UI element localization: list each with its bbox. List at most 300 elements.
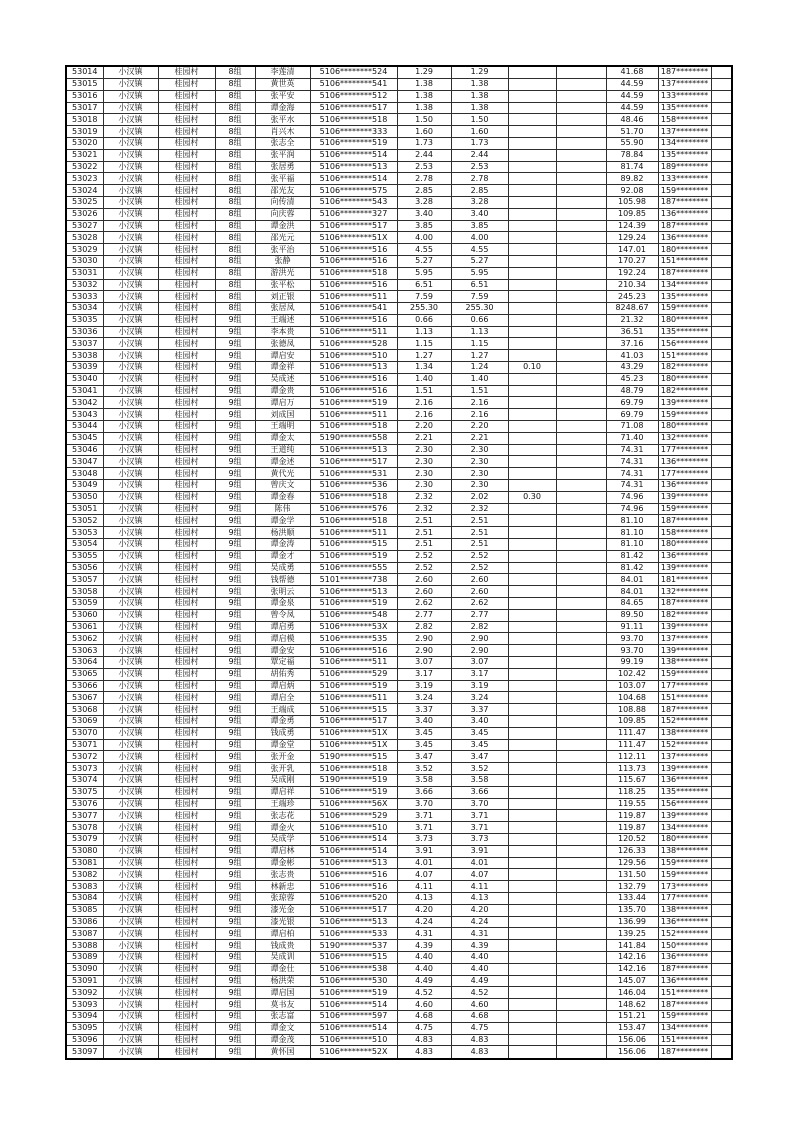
cell-blank	[556, 314, 606, 326]
cell-blank	[556, 480, 606, 492]
cell-village: 桂园村	[158, 574, 215, 586]
cell-deduction	[508, 126, 556, 138]
cell-levy-amount: 3.07	[397, 657, 451, 669]
cell-town: 小汉镇	[103, 598, 158, 610]
cell-town: 小汉镇	[103, 149, 158, 161]
cell-paid-amount: 4.24	[451, 916, 508, 928]
cell-deduction	[508, 609, 556, 621]
cell-paid-amount: 2.21	[451, 432, 508, 444]
cell-levy-amount: 1.34	[397, 362, 451, 374]
cell-paid-amount: 1.40	[451, 373, 508, 385]
cell-name: 钱成勇	[255, 727, 310, 739]
cell-levy-amount: 1.73	[397, 137, 451, 149]
cell-group: 9组	[215, 857, 255, 869]
cell-blank-end	[711, 421, 732, 433]
cell-serial: 53046	[66, 444, 103, 456]
cell-deduction	[508, 774, 556, 786]
cell-town: 小汉镇	[103, 881, 158, 893]
cell-blank-end	[711, 362, 732, 374]
cell-deduction	[508, 385, 556, 397]
cell-town: 小汉镇	[103, 385, 158, 397]
cell-blank-end	[711, 432, 732, 444]
cell-town: 小汉镇	[103, 774, 158, 786]
cell-village: 桂园村	[158, 550, 215, 562]
cell-deduction	[508, 999, 556, 1011]
cell-group: 9组	[215, 373, 255, 385]
cell-group: 9组	[215, 326, 255, 338]
cell-village: 桂园村	[158, 562, 215, 574]
cell-village: 桂园村	[158, 232, 215, 244]
cell-town: 小汉镇	[103, 102, 158, 114]
cell-paid-amount: 1.38	[451, 90, 508, 102]
cell-levy-amount: 3.24	[397, 692, 451, 704]
cell-name: 王道纯	[255, 444, 310, 456]
cell-town: 小汉镇	[103, 126, 158, 138]
cell-deduction	[508, 916, 556, 928]
cell-blank	[556, 904, 606, 916]
cell-group: 9组	[215, 609, 255, 621]
cell-id-masked: 5106********541	[310, 78, 397, 90]
cell-village: 桂园村	[158, 137, 215, 149]
cell-paid-amount: 2.30	[451, 456, 508, 468]
cell-levy-amount: 1.51	[397, 385, 451, 397]
cell-levy-amount: 2.90	[397, 633, 451, 645]
cell-deduction	[508, 704, 556, 716]
cell-paid-amount: 1.38	[451, 78, 508, 90]
cell-id-masked: 5106********530	[310, 975, 397, 987]
cell-total-amount: 37.16	[606, 338, 658, 350]
cell-blank-end	[711, 881, 732, 893]
cell-town: 小汉镇	[103, 220, 158, 232]
cell-serial: 53056	[66, 562, 103, 574]
cell-group: 9组	[215, 397, 255, 409]
cell-levy-amount: 3.47	[397, 751, 451, 763]
cell-total-amount: 133.44	[606, 892, 658, 904]
cell-serial: 53041	[66, 385, 103, 397]
cell-blank	[556, 692, 606, 704]
cell-village: 桂园村	[158, 668, 215, 680]
cell-total-amount: 109.85	[606, 715, 658, 727]
cell-group: 9组	[215, 881, 255, 893]
cell-group: 9组	[215, 810, 255, 822]
cell-paid-amount: 3.73	[451, 833, 508, 845]
cell-total-amount: 118.25	[606, 786, 658, 798]
cell-village: 桂园村	[158, 609, 215, 621]
cell-town: 小汉镇	[103, 503, 158, 515]
cell-deduction	[508, 432, 556, 444]
cell-total-amount: 74.96	[606, 491, 658, 503]
cell-group: 9组	[215, 928, 255, 940]
cell-phone-masked: 180********	[658, 421, 711, 433]
cell-group: 9组	[215, 892, 255, 904]
cell-id-masked: 5106********514	[310, 173, 397, 185]
cell-group: 9组	[215, 704, 255, 716]
table-row	[66, 432, 732, 444]
cell-group: 9组	[215, 680, 255, 692]
cell-village: 桂园村	[158, 126, 215, 138]
cell-phone-masked: 187********	[658, 196, 711, 208]
cell-village: 桂园村	[158, 774, 215, 786]
cell-id-masked: 5106********516	[310, 385, 397, 397]
cell-group: 9组	[215, 940, 255, 952]
cell-serial: 53080	[66, 845, 103, 857]
cell-paid-amount: 4.07	[451, 869, 508, 881]
cell-total-amount: 105.98	[606, 196, 658, 208]
cell-paid-amount: 1.73	[451, 137, 508, 149]
cell-group: 9组	[215, 786, 255, 798]
cell-levy-amount: 3.58	[397, 774, 451, 786]
cell-deduction	[508, 680, 556, 692]
cell-village: 桂园村	[158, 1046, 215, 1059]
cell-name: 张开金	[255, 751, 310, 763]
cell-group: 9组	[215, 314, 255, 326]
cell-name: 谭启炳	[255, 680, 310, 692]
cell-levy-amount: 1.38	[397, 90, 451, 102]
cell-deduction	[508, 645, 556, 657]
cell-blank-end	[711, 668, 732, 680]
cell-serial: 53036	[66, 326, 103, 338]
cell-serial: 53063	[66, 645, 103, 657]
cell-total-amount: 78.84	[606, 149, 658, 161]
cell-name: 曾令凤	[255, 609, 310, 621]
cell-name: 谭启勇	[255, 621, 310, 633]
cell-blank	[556, 550, 606, 562]
cell-paid-amount: 2.44	[451, 149, 508, 161]
table-row	[66, 515, 732, 527]
cell-village: 桂园村	[158, 314, 215, 326]
table-row	[66, 126, 732, 138]
cell-town: 小汉镇	[103, 350, 158, 362]
cell-id-masked: 5106********510	[310, 822, 397, 834]
cell-blank	[556, 763, 606, 775]
cell-serial: 53057	[66, 574, 103, 586]
cell-name: 谭金洪	[255, 220, 310, 232]
cell-village: 桂园村	[158, 350, 215, 362]
cell-phone-masked: 136********	[658, 208, 711, 220]
table-row	[66, 185, 732, 197]
cell-total-amount: 48.46	[606, 114, 658, 126]
cell-deduction	[508, 657, 556, 669]
cell-name: 刘成国	[255, 409, 310, 421]
cell-deduction	[508, 350, 556, 362]
cell-name: 谭启祥	[255, 786, 310, 798]
cell-deduction	[508, 692, 556, 704]
cell-village: 桂园村	[158, 1034, 215, 1046]
cell-village: 桂园村	[158, 869, 215, 881]
cell-group: 9组	[215, 774, 255, 786]
cell-group: 9组	[215, 1022, 255, 1034]
cell-town: 小汉镇	[103, 161, 158, 173]
cell-village: 桂园村	[158, 515, 215, 527]
cell-total-amount: 136.99	[606, 916, 658, 928]
cell-paid-amount: 4.49	[451, 975, 508, 987]
cell-levy-amount: 2.51	[397, 527, 451, 539]
cell-id-masked: 5106********515	[310, 539, 397, 551]
cell-group: 9组	[215, 822, 255, 834]
cell-paid-amount: 2.62	[451, 598, 508, 610]
cell-paid-amount: 3.45	[451, 739, 508, 751]
cell-total-amount: 41.68	[606, 66, 658, 78]
cell-group: 9组	[215, 987, 255, 999]
cell-village: 桂园村	[158, 220, 215, 232]
cell-blank-end	[711, 845, 732, 857]
cell-village: 桂园村	[158, 657, 215, 669]
cell-town: 小汉镇	[103, 444, 158, 456]
cell-phone-masked: 133********	[658, 90, 711, 102]
cell-total-amount: 111.47	[606, 739, 658, 751]
cell-group: 9组	[215, 633, 255, 645]
cell-group: 9组	[215, 480, 255, 492]
table-row	[66, 539, 732, 551]
cell-blank-end	[711, 739, 732, 751]
cell-town: 小汉镇	[103, 291, 158, 303]
cell-paid-amount: 2.30	[451, 480, 508, 492]
cell-blank	[556, 232, 606, 244]
cell-levy-amount: 4.24	[397, 916, 451, 928]
cell-name: 张平松	[255, 279, 310, 291]
cell-deduction	[508, 786, 556, 798]
cell-phone-masked: 182********	[658, 362, 711, 374]
cell-name: 谭金太	[255, 432, 310, 444]
cell-total-amount: 81.10	[606, 539, 658, 551]
cell-town: 小汉镇	[103, 456, 158, 468]
cell-levy-amount: 3.71	[397, 810, 451, 822]
cell-town: 小汉镇	[103, 196, 158, 208]
cell-total-amount: 45.23	[606, 373, 658, 385]
cell-levy-amount: 4.00	[397, 232, 451, 244]
cell-blank-end	[711, 491, 732, 503]
table-row	[66, 845, 732, 857]
cell-name: 吴成学	[255, 833, 310, 845]
cell-paid-amount: 2.90	[451, 645, 508, 657]
cell-total-amount: 115.67	[606, 774, 658, 786]
cell-group: 9组	[215, 409, 255, 421]
cell-village: 桂园村	[158, 680, 215, 692]
cell-phone-masked: 159********	[658, 303, 711, 315]
cell-id-masked: 5106********518	[310, 421, 397, 433]
cell-town: 小汉镇	[103, 633, 158, 645]
cell-village: 桂园村	[158, 621, 215, 633]
cell-id-masked: 5106********597	[310, 1010, 397, 1022]
cell-levy-amount: 3.73	[397, 833, 451, 845]
cell-paid-amount: 1.51	[451, 385, 508, 397]
cell-id-masked: 5106********517	[310, 456, 397, 468]
cell-serial: 53030	[66, 255, 103, 267]
cell-serial: 53088	[66, 940, 103, 952]
cell-town: 小汉镇	[103, 975, 158, 987]
cell-town: 小汉镇	[103, 822, 158, 834]
cell-town: 小汉镇	[103, 550, 158, 562]
table-row	[66, 810, 732, 822]
cell-town: 小汉镇	[103, 704, 158, 716]
cell-name: 谭金祥	[255, 362, 310, 374]
cell-total-amount: 119.87	[606, 822, 658, 834]
cell-total-amount: 146.04	[606, 987, 658, 999]
cell-paid-amount: 4.01	[451, 857, 508, 869]
cell-paid-amount: 3.71	[451, 810, 508, 822]
cell-phone-masked: 135********	[658, 326, 711, 338]
cell-blank-end	[711, 574, 732, 586]
table-row	[66, 727, 732, 739]
cell-group: 9组	[215, 645, 255, 657]
cell-phone-masked: 151********	[658, 350, 711, 362]
cell-phone-masked: 180********	[658, 833, 711, 845]
cell-serial: 53033	[66, 291, 103, 303]
cell-total-amount: 89.82	[606, 173, 658, 185]
cell-paid-amount: 1.29	[451, 66, 508, 78]
cell-paid-amount: 3.52	[451, 763, 508, 775]
cell-total-amount: 139.25	[606, 928, 658, 940]
cell-name: 谭金学	[255, 515, 310, 527]
cell-phone-masked: 138********	[658, 657, 711, 669]
cell-serial: 53073	[66, 763, 103, 775]
cell-blank	[556, 1010, 606, 1022]
cell-village: 桂园村	[158, 963, 215, 975]
table-row	[66, 503, 732, 515]
table-row	[66, 869, 732, 881]
cell-id-masked: 5106********514	[310, 149, 397, 161]
cell-total-amount: 44.59	[606, 78, 658, 90]
cell-group: 8组	[215, 232, 255, 244]
cell-id-masked: 5106********511	[310, 291, 397, 303]
cell-name: 张平安	[255, 90, 310, 102]
cell-serial: 53095	[66, 1022, 103, 1034]
cell-village: 桂园村	[158, 102, 215, 114]
cell-serial: 53084	[66, 892, 103, 904]
cell-paid-amount: 3.40	[451, 715, 508, 727]
cell-id-masked: 5106********519	[310, 397, 397, 409]
cell-group: 9组	[215, 739, 255, 751]
cell-town: 小汉镇	[103, 715, 158, 727]
cell-levy-amount: 2.53	[397, 161, 451, 173]
cell-town: 小汉镇	[103, 928, 158, 940]
table-row	[66, 421, 732, 433]
cell-paid-amount: 4.39	[451, 940, 508, 952]
cell-paid-amount: 2.30	[451, 468, 508, 480]
cell-paid-amount: 3.07	[451, 657, 508, 669]
cell-serial: 53096	[66, 1034, 103, 1046]
cell-id-masked: 5106********519	[310, 987, 397, 999]
cell-id-masked: 5106********528	[310, 338, 397, 350]
cell-blank-end	[711, 503, 732, 515]
cell-village: 桂园村	[158, 940, 215, 952]
table-row	[66, 928, 732, 940]
cell-serial: 53038	[66, 350, 103, 362]
cell-blank	[556, 102, 606, 114]
cell-phone-masked: 139********	[658, 763, 711, 775]
cell-deduction	[508, 1046, 556, 1059]
cell-blank	[556, 539, 606, 551]
table-row	[66, 114, 732, 126]
cell-group: 9组	[215, 586, 255, 598]
cell-name: 谭启安	[255, 350, 310, 362]
cell-name: 吴成刚	[255, 774, 310, 786]
cell-blank-end	[711, 173, 732, 185]
cell-group: 8组	[215, 185, 255, 197]
cell-levy-amount: 4.75	[397, 1022, 451, 1034]
cell-town: 小汉镇	[103, 468, 158, 480]
cell-village: 桂园村	[158, 786, 215, 798]
cell-blank-end	[711, 444, 732, 456]
cell-id-masked: 5106********56X	[310, 798, 397, 810]
cell-deduction	[508, 185, 556, 197]
cell-phone-masked: 136********	[658, 975, 711, 987]
cell-group: 8组	[215, 126, 255, 138]
cell-deduction	[508, 1034, 556, 1046]
cell-deduction	[508, 468, 556, 480]
cell-village: 桂园村	[158, 904, 215, 916]
cell-deduction	[508, 857, 556, 869]
cell-blank	[556, 999, 606, 1011]
cell-levy-amount: 4.83	[397, 1034, 451, 1046]
cell-town: 小汉镇	[103, 621, 158, 633]
table-row	[66, 657, 732, 669]
cell-deduction	[508, 220, 556, 232]
table-row	[66, 244, 732, 256]
cell-total-amount: 141.84	[606, 940, 658, 952]
cell-name: 杨洪顺	[255, 527, 310, 539]
cell-levy-amount: 4.68	[397, 1010, 451, 1022]
cell-id-masked: 5106********513	[310, 586, 397, 598]
cell-total-amount: 74.31	[606, 456, 658, 468]
cell-village: 桂园村	[158, 185, 215, 197]
cell-blank-end	[711, 786, 732, 798]
cell-total-amount: 74.31	[606, 468, 658, 480]
cell-blank-end	[711, 657, 732, 669]
cell-name: 张德凤	[255, 338, 310, 350]
cell-serial: 53024	[66, 185, 103, 197]
cell-id-masked: 5106********517	[310, 904, 397, 916]
cell-blank-end	[711, 857, 732, 869]
cell-id-masked: 5106********519	[310, 550, 397, 562]
cell-group: 8组	[215, 66, 255, 78]
cell-town: 小汉镇	[103, 114, 158, 126]
table-row	[66, 822, 732, 834]
table-row	[66, 586, 732, 598]
cell-name: 黄怀国	[255, 1046, 310, 1059]
cell-phone-masked: 138********	[658, 904, 711, 916]
cell-name: 张平水	[255, 114, 310, 126]
cell-id-masked: 5106********529	[310, 810, 397, 822]
table-row	[66, 208, 732, 220]
cell-deduction	[508, 267, 556, 279]
cell-levy-amount: 2.52	[397, 550, 451, 562]
cell-paid-amount: 1.50	[451, 114, 508, 126]
cell-deduction	[508, 480, 556, 492]
cell-blank-end	[711, 161, 732, 173]
cell-id-masked: 5106********519	[310, 137, 397, 149]
cell-village: 桂园村	[158, 255, 215, 267]
cell-deduction	[508, 798, 556, 810]
cell-levy-amount: 2.52	[397, 562, 451, 574]
cell-group: 8组	[215, 291, 255, 303]
cell-phone-masked: 136********	[658, 774, 711, 786]
cell-total-amount: 104.68	[606, 692, 658, 704]
cell-phone-masked: 177********	[658, 468, 711, 480]
cell-village: 桂园村	[158, 291, 215, 303]
cell-deduction	[508, 161, 556, 173]
cell-name: 谭金才	[255, 550, 310, 562]
cell-deduction	[508, 397, 556, 409]
cell-name: 吴成述	[255, 373, 310, 385]
cell-group: 9组	[215, 692, 255, 704]
cell-deduction	[508, 444, 556, 456]
cell-blank-end	[711, 66, 732, 78]
cell-blank	[556, 857, 606, 869]
cell-group: 9组	[215, 598, 255, 610]
cell-blank-end	[711, 1022, 732, 1034]
cell-blank-end	[711, 763, 732, 775]
